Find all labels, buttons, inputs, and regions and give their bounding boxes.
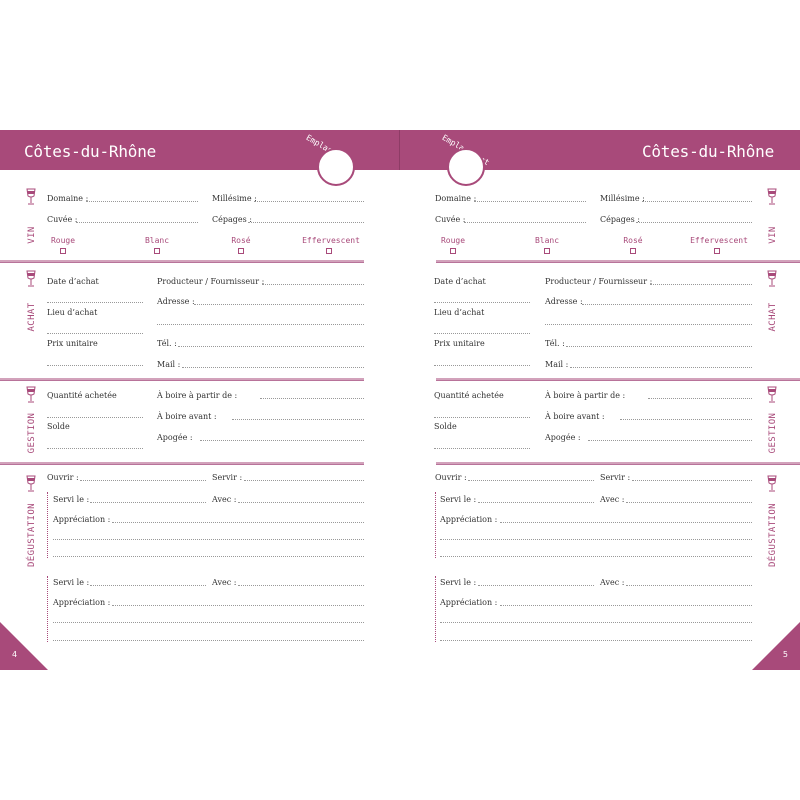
a-boire-avant-field[interactable] (620, 419, 752, 420)
appreciation-line[interactable] (440, 622, 752, 623)
solde-label: Solde (47, 422, 70, 431)
section-label-vin: VIN (768, 226, 778, 244)
appreciation-field[interactable] (112, 522, 364, 523)
tasting-entry-bar (435, 492, 436, 558)
prix-unitaire-label: Prix unitaire (434, 339, 485, 348)
solde-field[interactable] (434, 448, 530, 449)
type-rose-checkbox[interactable] (238, 248, 244, 254)
mail-field[interactable] (182, 367, 364, 368)
section-divider (436, 260, 800, 263)
servi-le-field[interactable] (90, 585, 206, 586)
type-rouge-checkbox[interactable] (60, 248, 66, 254)
type-rose-checkbox[interactable] (630, 248, 636, 254)
section-divider (436, 462, 800, 465)
ouvrir-label: Ouvrir : (47, 473, 79, 482)
ouvrir-field[interactable] (80, 480, 206, 481)
section-divider (0, 378, 364, 381)
appreciation-line[interactable] (53, 622, 364, 623)
type-rouge-label: Rouge (50, 236, 76, 245)
date-achat-label: Date d’achat (47, 277, 99, 286)
section-label-achat: ACHAT (27, 302, 37, 332)
servi-le-label: Servi le : (440, 578, 477, 587)
section-label-gestion: GESTION (27, 412, 37, 454)
millesime-field[interactable] (642, 201, 752, 202)
tel-field[interactable] (178, 346, 364, 347)
quantite-label: Quantité achetée (47, 391, 117, 400)
servi-le-label: Servi le : (53, 495, 90, 504)
appreciation-line[interactable] (440, 556, 752, 557)
servi-le-label: Servi le : (53, 578, 90, 587)
cuvee-label: Cuvée : (47, 215, 78, 224)
section-divider (436, 378, 800, 381)
appreciation-line[interactable] (53, 539, 364, 540)
section-achat (766, 270, 780, 350)
a-boire-partir-field[interactable] (260, 398, 364, 399)
right-page (400, 130, 800, 670)
page-number: 5 (782, 650, 788, 659)
type-blanc-checkbox[interactable] (154, 248, 160, 254)
domaine-field[interactable] (474, 201, 586, 202)
date-achat-label: Date d’achat (434, 277, 486, 286)
avec-field[interactable] (626, 585, 752, 586)
location-circle[interactable] (447, 148, 485, 186)
tasting-entry-bar (435, 576, 436, 642)
type-rose-label: Rosé (231, 236, 251, 245)
servi-le-field[interactable] (90, 502, 206, 503)
section-label-degustation: DÉGUSTATION (27, 503, 37, 568)
mail-field[interactable] (570, 367, 752, 368)
solde-label: Solde (434, 422, 457, 431)
section-degustation (25, 475, 39, 575)
appreciation-label: Appréciation : (53, 515, 111, 524)
producteur-label: Producteur / Fournisseur : (545, 277, 653, 286)
servi-le-field[interactable] (478, 585, 594, 586)
prix-unitaire-label: Prix unitaire (47, 339, 98, 348)
cuvee-field[interactable] (76, 222, 198, 223)
prix-unitaire-field[interactable] (434, 365, 530, 366)
mail-label: Mail : (157, 360, 181, 369)
cepages-field[interactable] (248, 222, 364, 223)
lieu-achat-field[interactable] (47, 333, 143, 334)
servir-label: Servir : (212, 473, 243, 482)
location-circle[interactable] (317, 148, 355, 186)
appreciation-label: Appréciation : (440, 598, 498, 607)
section-degustation (766, 475, 780, 575)
cuvee-label: Cuvée : (435, 215, 466, 224)
quantite-field[interactable] (434, 417, 530, 418)
page-corner (0, 622, 48, 670)
apogee-field[interactable] (588, 440, 752, 441)
cepages-label: Cépages : (600, 215, 640, 224)
producteur-label: Producteur / Fournisseur : (157, 277, 265, 286)
tel-label: Tél. : (157, 339, 177, 348)
adresse-field-2[interactable] (157, 324, 364, 325)
section-divider (0, 462, 364, 465)
page-title: Côtes-du-Rhône (24, 142, 157, 161)
appreciation-line[interactable] (53, 556, 364, 557)
servir-field[interactable] (244, 480, 364, 481)
adresse-field[interactable] (194, 304, 364, 305)
lieu-achat-field[interactable] (434, 333, 530, 334)
quantite-label: Quantité achetée (434, 391, 504, 400)
type-effervescent-checkbox[interactable] (326, 248, 332, 254)
left-page (0, 130, 400, 670)
adresse-field[interactable] (582, 304, 752, 305)
prix-unitaire-field[interactable] (47, 365, 143, 366)
page-corner (752, 622, 800, 670)
lieu-achat-label: Lieu d’achat (47, 308, 98, 317)
tel-field[interactable] (566, 346, 752, 347)
section-gestion (25, 386, 39, 466)
type-blanc-label: Blanc (534, 236, 560, 245)
tasting-entry-bar (47, 492, 48, 558)
section-label-gestion: GESTION (768, 412, 778, 454)
appreciation-line[interactable] (440, 539, 752, 540)
section-vin (25, 188, 39, 268)
ouvrir-field[interactable] (468, 480, 594, 481)
solde-field[interactable] (47, 448, 143, 449)
cuvee-field[interactable] (464, 222, 586, 223)
type-rose-label: Rosé (623, 236, 643, 245)
adresse-label: Adresse : (545, 297, 583, 306)
domaine-label: Domaine : (47, 194, 89, 203)
section-label-degustation: DÉGUSTATION (768, 503, 778, 568)
a-boire-avant-label: À boire avant : (157, 412, 217, 421)
type-effervescent-label: Effervescent (302, 236, 360, 245)
avec-label: Avec : (212, 578, 237, 587)
avec-field[interactable] (238, 502, 364, 503)
avec-field[interactable] (626, 502, 752, 503)
page-number: 4 (12, 650, 18, 659)
producteur-field[interactable] (650, 284, 752, 285)
lieu-achat-label: Lieu d’achat (434, 308, 485, 317)
appreciation-line[interactable] (53, 640, 364, 641)
quantite-field[interactable] (47, 417, 143, 418)
a-boire-avant-field[interactable] (232, 419, 364, 420)
avec-label: Avec : (600, 578, 625, 587)
a-boire-partir-field[interactable] (648, 398, 752, 399)
type-effervescent-label: Effervescent (690, 236, 748, 245)
adresse-field-2[interactable] (545, 324, 752, 325)
producteur-field[interactable] (262, 284, 364, 285)
type-rouge-label: Rouge (440, 236, 466, 245)
avec-label: Avec : (600, 495, 625, 504)
appreciation-field[interactable] (500, 605, 752, 606)
avec-field[interactable] (238, 585, 364, 586)
domaine-field[interactable] (86, 201, 198, 202)
appreciation-field[interactable] (500, 522, 752, 523)
millesime-field[interactable] (254, 201, 364, 202)
type-rouge-checkbox[interactable] (450, 248, 456, 254)
page-title: Côtes-du-Rhône (641, 142, 774, 161)
servi-le-field[interactable] (478, 502, 594, 503)
section-label-vin: VIN (27, 226, 37, 244)
apogee-field[interactable] (200, 440, 364, 441)
millesime-label: Millésime : (212, 194, 257, 203)
apogee-label: Apogée : (157, 433, 193, 442)
appreciation-label: Appréciation : (440, 515, 498, 524)
a-boire-partir-label: À boire à partir de : (157, 391, 238, 400)
servi-le-label: Servi le : (440, 495, 477, 504)
section-label-achat: ACHAT (768, 302, 778, 332)
mail-label: Mail : (545, 360, 569, 369)
section-achat (25, 270, 39, 350)
date-achat-field[interactable] (47, 302, 143, 303)
tel-label: Tél. : (545, 339, 565, 348)
appreciation-label: Appréciation : (53, 598, 111, 607)
domaine-label: Domaine : (435, 194, 477, 203)
cepages-label: Cépages : (212, 215, 252, 224)
section-divider (0, 260, 364, 263)
a-boire-partir-label: À boire à partir de : (545, 391, 626, 400)
date-achat-field[interactable] (434, 302, 530, 303)
adresse-label: Adresse : (157, 297, 195, 306)
type-blanc-checkbox[interactable] (544, 248, 550, 254)
a-boire-avant-label: À boire avant : (545, 412, 605, 421)
servir-label: Servir : (600, 473, 631, 482)
servir-field[interactable] (632, 480, 752, 481)
type-blanc-label: Blanc (144, 236, 170, 245)
millesime-label: Millésime : (600, 194, 645, 203)
appreciation-line[interactable] (440, 640, 752, 641)
section-gestion (766, 386, 780, 466)
section-vin (766, 188, 780, 268)
appreciation-field[interactable] (112, 605, 364, 606)
avec-label: Avec : (212, 495, 237, 504)
type-effervescent-checkbox[interactable] (714, 248, 720, 254)
apogee-label: Apogée : (545, 433, 581, 442)
ouvrir-label: Ouvrir : (435, 473, 467, 482)
cepages-field[interactable] (636, 222, 752, 223)
